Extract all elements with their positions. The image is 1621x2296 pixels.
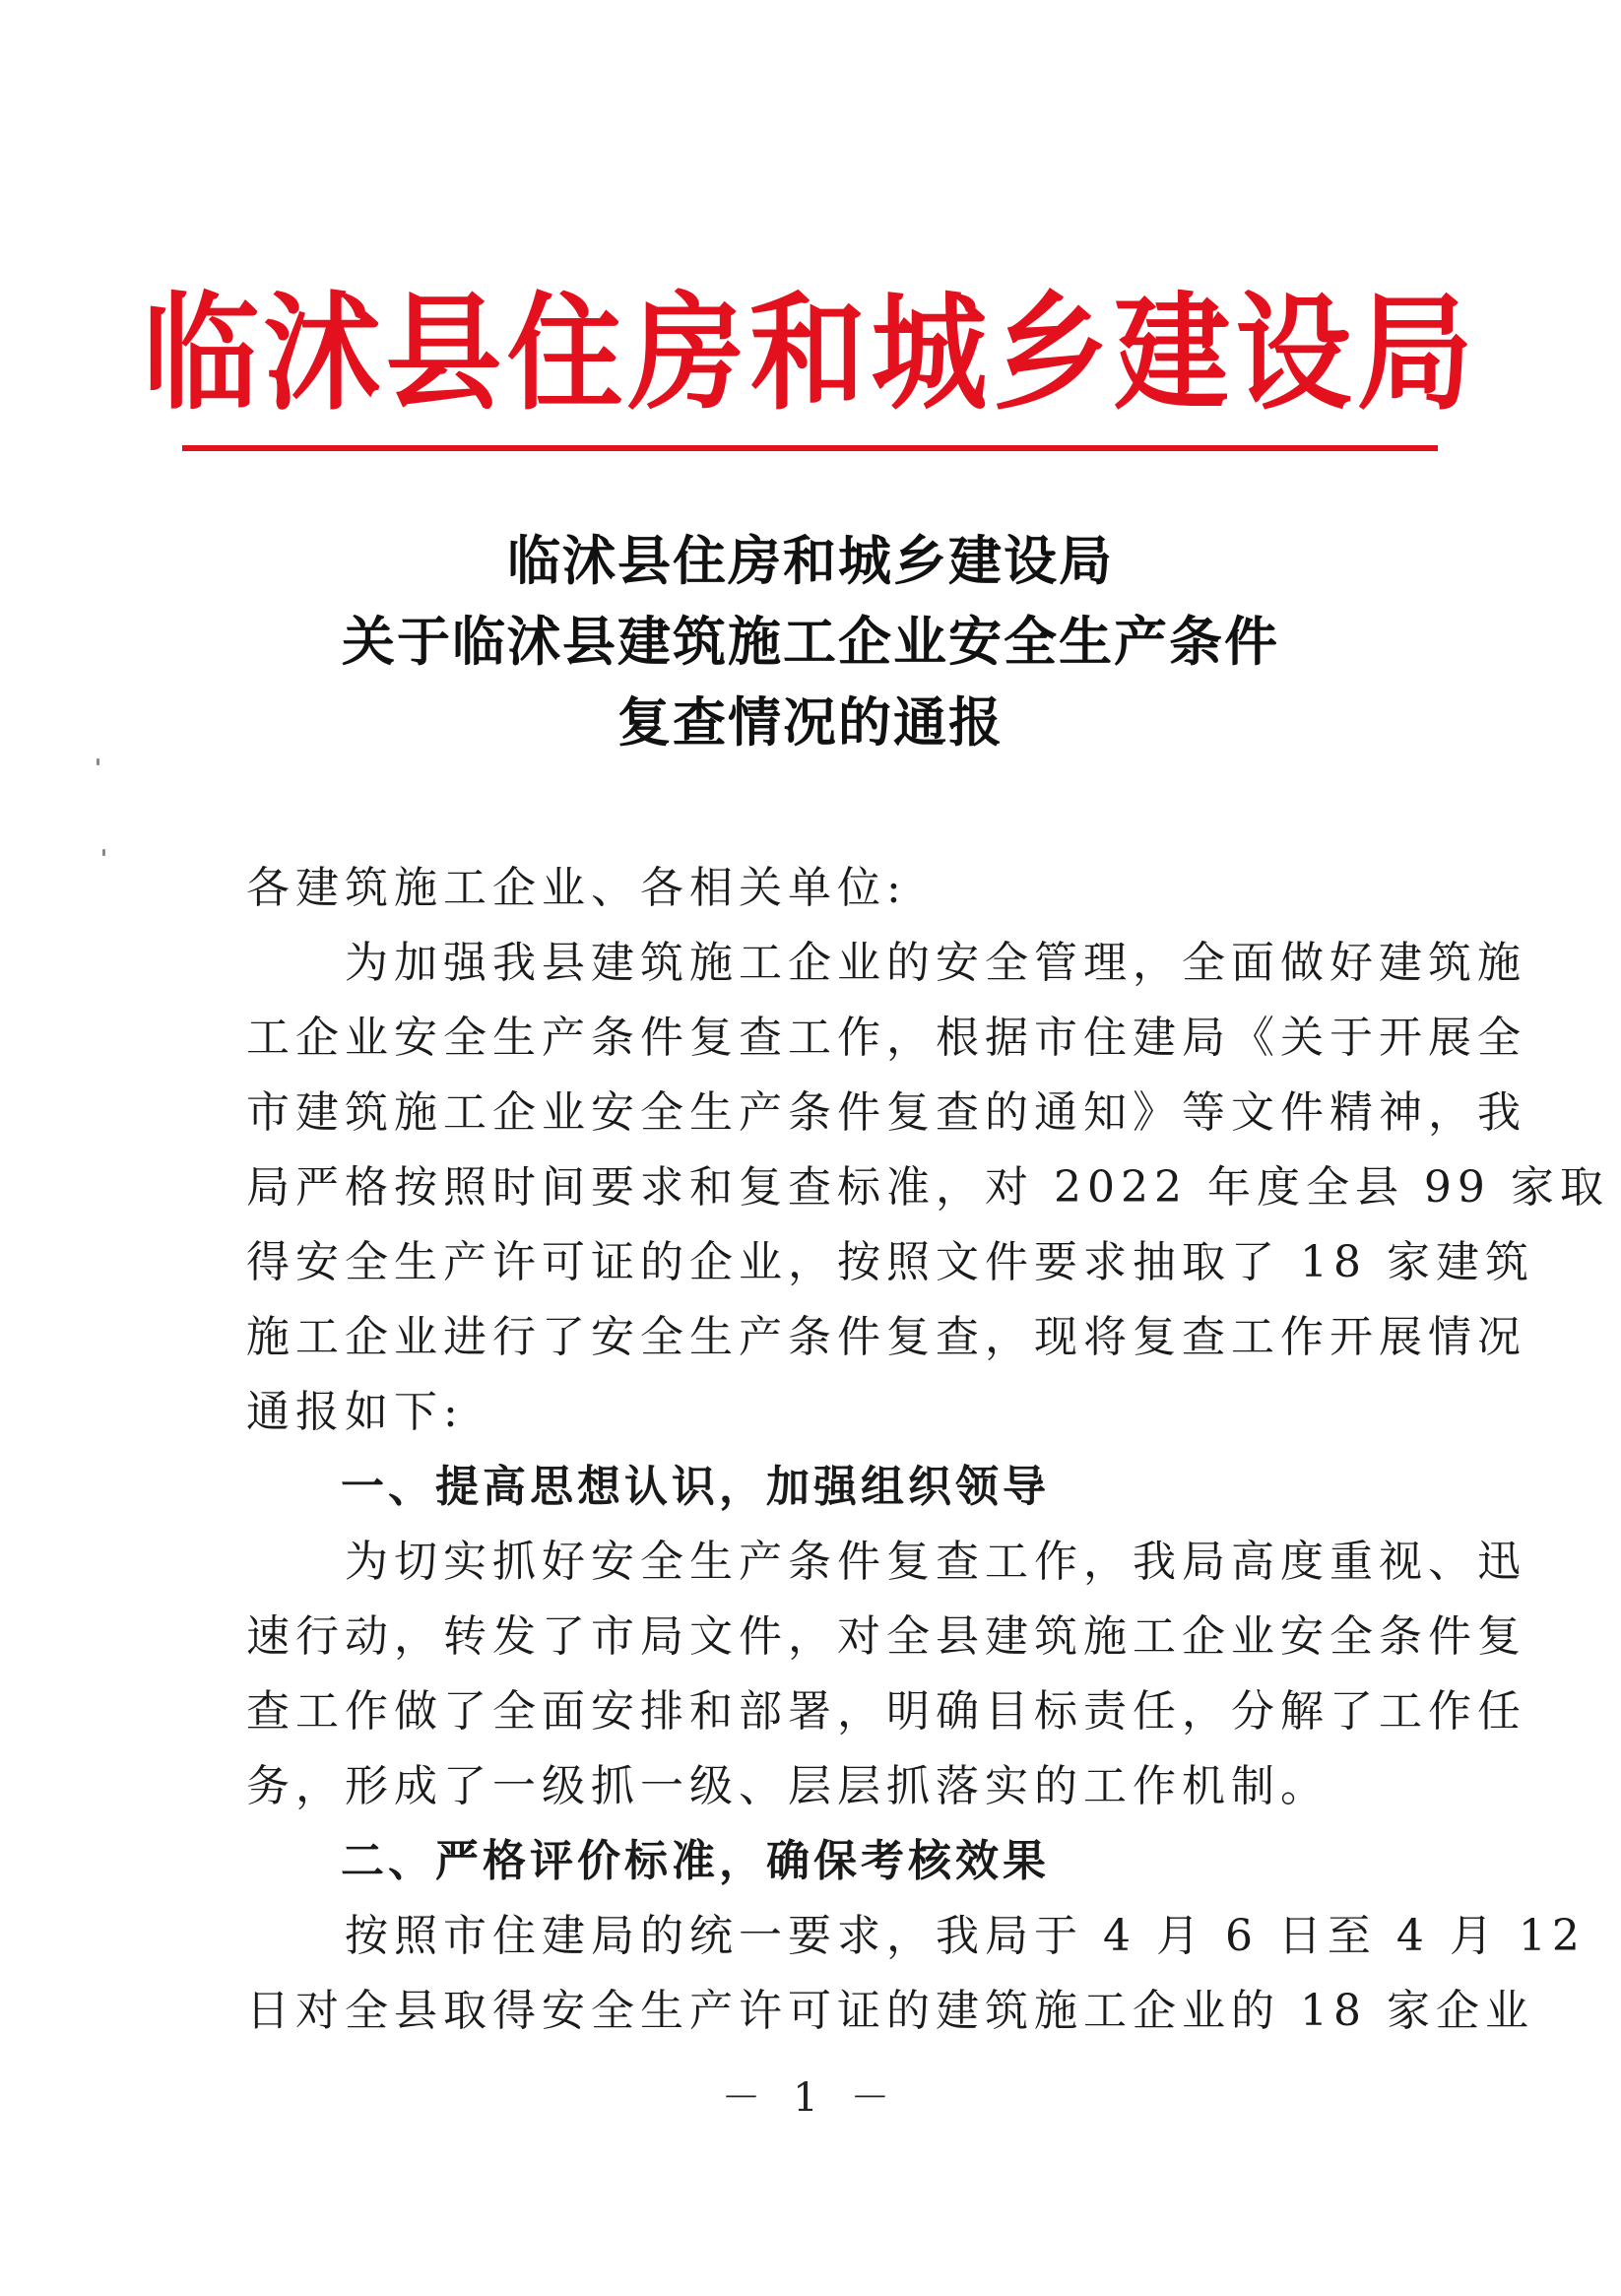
letterhead-red-rule bbox=[182, 445, 1438, 451]
section-2-heading: 二、严格评价标准，确保考核效果 bbox=[246, 1836, 1050, 1886]
section-1-line: 为切实抓好安全生产条件复查工作，我局高度重视、迅 bbox=[246, 1537, 1526, 1587]
intro-line: 局严格按照时间要求和复查标准，对 2022 年度全县 99 家取 bbox=[246, 1162, 1609, 1213]
intro-line: 施工企业进行了安全生产条件复查，现将复查工作开展情况 bbox=[246, 1312, 1526, 1362]
scan-speck bbox=[97, 758, 99, 765]
reverse-side-bleed-through bbox=[241, 182, 1384, 237]
section-1-heading: 一、提高思想认识，加强组织领导 bbox=[246, 1462, 1050, 1512]
section-1-line: 速行动，转发了市局文件，对全县建筑施工企业安全条件复 bbox=[246, 1611, 1526, 1662]
letterhead-red-header: 临沭县住房和城乡建设局 bbox=[142, 281, 1479, 427]
section-2-line: 日对全县取得安全生产许可证的建筑施工企业的 18 家企业 bbox=[246, 1986, 1534, 2036]
salutation: 各建筑施工企业、各相关单位: bbox=[246, 863, 907, 913]
intro-line: 通报如下: bbox=[246, 1387, 464, 1437]
document-title-line-1: 临沭县住房和城乡建设局 bbox=[507, 530, 1114, 592]
document-title-line-3: 复查情况的通报 bbox=[617, 691, 1004, 754]
document-title-line-2: 关于临沭县建筑施工企业安全生产条件 bbox=[342, 611, 1279, 673]
section-2-line: 按照市住建局的统一要求，我局于 4 月 6 日至 4 月 12 bbox=[246, 1911, 1586, 1961]
intro-line: 市建筑施工企业安全生产条件复查的通知》等文件精神，我 bbox=[246, 1087, 1526, 1138]
section-1-line: 查工作做了全面安排和部署，明确目标责任，分解了工作任 bbox=[246, 1686, 1526, 1737]
section-1-line: 务，形成了一级抓一级、层层抓落实的工作机制。 bbox=[246, 1761, 1329, 1811]
intro-line: 得安全生产许可证的企业，按照文件要求抽取了 18 家建筑 bbox=[246, 1237, 1534, 1287]
intro-line: 为加强我县建筑施工企业的安全管理，全面做好建筑施 bbox=[246, 938, 1526, 988]
scan-speck bbox=[102, 849, 105, 856]
intro-line: 工企业安全生产条件复查工作，根据市住建局《关于开展全 bbox=[246, 1013, 1526, 1063]
page-number: － 1 － bbox=[721, 2075, 900, 2121]
